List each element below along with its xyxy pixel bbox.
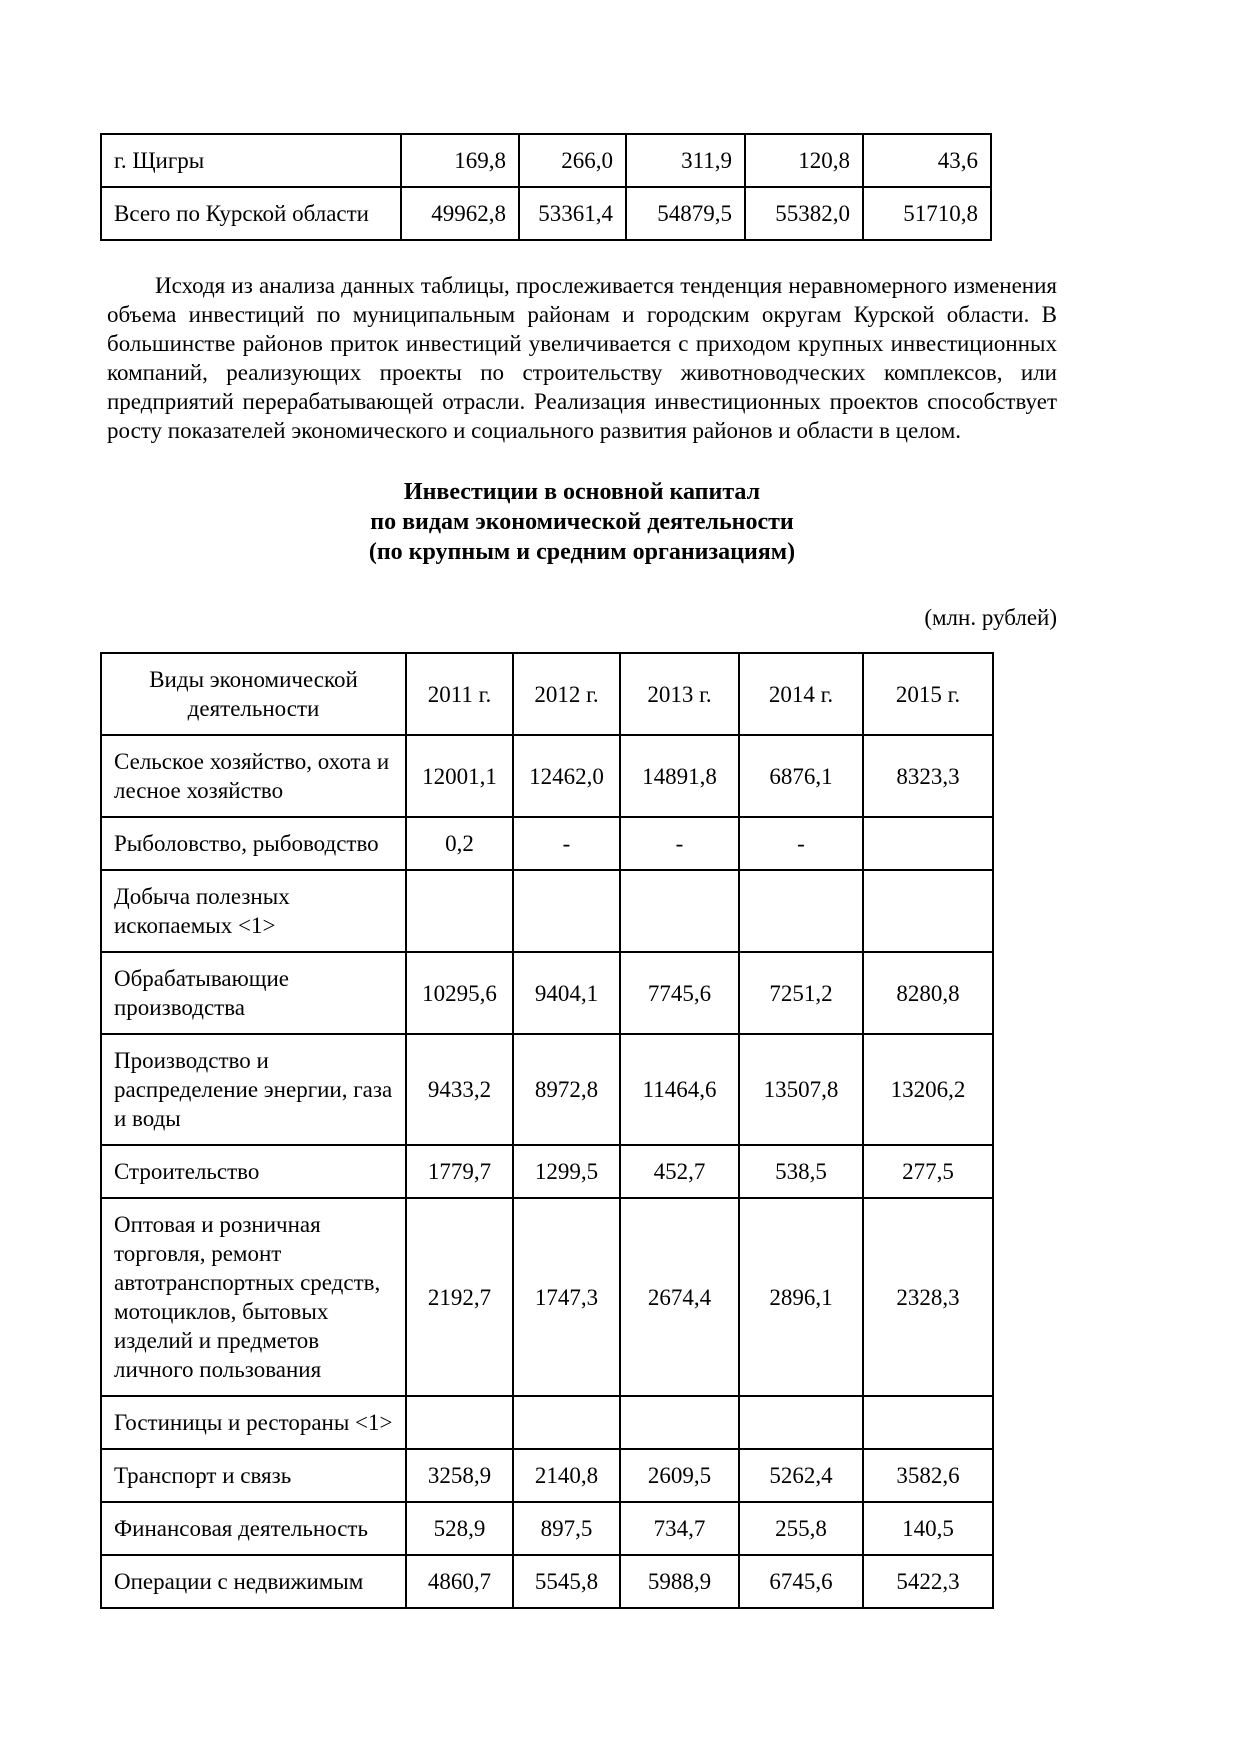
value-cell: 2328,3	[863, 1198, 993, 1396]
year-header-cell: 2015 г.	[863, 653, 993, 735]
value-cell: 10295,6	[406, 952, 513, 1034]
activities-header-cell: Виды экономической деятельности	[101, 653, 406, 735]
value-cell: 277,5	[863, 1145, 993, 1198]
value-cell: 8323,3	[863, 735, 993, 817]
value-cell: 49962,8	[401, 187, 519, 240]
activity-label-cell: Операции с недвижимым	[101, 1555, 406, 1608]
value-cell	[406, 870, 513, 952]
value-cell: 1747,3	[513, 1198, 620, 1396]
table-header-row	[101, 653, 993, 735]
value-cell: 54879,5	[626, 187, 745, 240]
table-row	[101, 735, 993, 817]
value-cell: 11464,6	[620, 1034, 739, 1145]
heading-line-1: Инвестиции в основной капитал	[403, 479, 761, 505]
value-cell	[739, 870, 863, 952]
table-row	[101, 817, 993, 870]
value-cell: 2674,4	[620, 1198, 739, 1396]
value-cell: 6745,6	[739, 1555, 863, 1608]
value-cell: 311,9	[626, 134, 745, 187]
value-cell: 120,8	[745, 134, 863, 187]
value-cell: -	[513, 817, 620, 870]
table-row	[101, 1198, 993, 1396]
value-cell	[739, 1396, 863, 1449]
value-cell: 266,0	[519, 134, 626, 187]
value-cell: 4860,7	[406, 1555, 513, 1608]
value-cell: 14891,8	[620, 735, 739, 817]
value-cell: 2609,5	[620, 1449, 739, 1502]
table-row	[101, 952, 993, 1034]
table-row	[101, 187, 991, 240]
activity-label-cell: Финансовая деятельность	[101, 1502, 406, 1555]
value-cell: 7251,2	[739, 952, 863, 1034]
section-heading	[107, 477, 1057, 567]
value-cell: 9433,2	[406, 1034, 513, 1145]
value-cell: 1299,5	[513, 1145, 620, 1198]
activity-label-cell: Производство и распределение энергии, газа и воды	[101, 1034, 406, 1145]
value-cell: 734,7	[620, 1502, 739, 1555]
value-cell: 8280,8	[863, 952, 993, 1034]
value-cell: 3258,9	[406, 1449, 513, 1502]
value-cell: 12462,0	[513, 735, 620, 817]
value-cell: 53361,4	[519, 187, 626, 240]
value-cell: 43,6	[863, 134, 991, 187]
value-cell: 51710,8	[863, 187, 991, 240]
value-cell: -	[620, 817, 739, 870]
value-cell: 5988,9	[620, 1555, 739, 1608]
value-cell: 528,9	[406, 1502, 513, 1555]
value-cell: -	[739, 817, 863, 870]
activity-label-cell: Гостиницы и рестораны <1>	[101, 1396, 406, 1449]
activity-label-cell: Оптовая и розничная торговля, ремонт автотранспортных средств, мотоциклов, бытовых изделий и предметов личного пользования	[101, 1198, 406, 1396]
row-label-cell: г. Щигры	[101, 134, 401, 187]
value-cell: 897,5	[513, 1502, 620, 1555]
value-cell: 140,5	[863, 1502, 993, 1555]
investments-by-activity-table	[100, 652, 994, 1609]
value-cell	[620, 870, 739, 952]
table-row	[101, 1145, 993, 1198]
activity-label-cell: Строительство	[101, 1145, 406, 1198]
table-row	[101, 1449, 993, 1502]
value-cell: 9404,1	[513, 952, 620, 1034]
value-cell	[513, 1396, 620, 1449]
table-row	[101, 134, 991, 187]
value-cell	[620, 1396, 739, 1449]
activity-label-cell: Сельское хозяйство, охота и лесное хозяйство	[101, 735, 406, 817]
value-cell	[863, 817, 993, 870]
value-cell: 13206,2	[863, 1034, 993, 1145]
units-note: (млн. рублей)	[924, 605, 1057, 630]
value-cell: 1779,7	[406, 1145, 513, 1198]
value-cell: 5545,8	[513, 1555, 620, 1608]
row-label-cell: Всего по Курской области	[101, 187, 401, 240]
table-row	[101, 1396, 993, 1449]
value-cell: 6876,1	[739, 735, 863, 817]
value-cell: 169,8	[401, 134, 519, 187]
year-header-cell: 2013 г.	[620, 653, 739, 735]
activity-label-cell: Рыболовство, рыбоводство	[101, 817, 406, 870]
activity-label-cell: Обрабатывающие производства	[101, 952, 406, 1034]
value-cell: 3582,6	[863, 1449, 993, 1502]
heading-line-2: по видам экономической деятельности	[370, 509, 794, 535]
value-cell	[406, 1396, 513, 1449]
table-row	[101, 1502, 993, 1555]
table-row	[101, 870, 993, 952]
heading-line-3: (по крупным и средним организациям)	[368, 539, 796, 565]
value-cell: 5422,3	[863, 1555, 993, 1608]
value-cell: 55382,0	[745, 187, 863, 240]
value-cell: 13507,8	[739, 1034, 863, 1145]
municipal-investments-table	[100, 133, 992, 241]
value-cell: 5262,4	[739, 1449, 863, 1502]
table-row	[101, 1555, 993, 1608]
value-cell: 2192,7	[406, 1198, 513, 1396]
analysis-paragraph: Исходя из анализа данных таблицы, прослеживается тенденция неравномерного изменения объема инвестиций по муниципальным районам и городским округам Курской области. В большинстве районов приток инвестиций увеличивается с приходом крупных инвестиционных компаний, реализующих проекты по строительству животноводческих комплексов, или предприятий перерабатывающей отрасли. Реализация инвестиционных проектов способствует росту показателей экономического и социального развития районов и области в целом.	[107, 273, 1057, 443]
value-cell	[863, 1396, 993, 1449]
value-cell: 452,7	[620, 1145, 739, 1198]
value-cell: 538,5	[739, 1145, 863, 1198]
year-header-cell: 2014 г.	[739, 653, 863, 735]
value-cell	[863, 870, 993, 952]
value-cell: 8972,8	[513, 1034, 620, 1145]
value-cell	[513, 870, 620, 952]
value-cell: 255,8	[739, 1502, 863, 1555]
activity-label-cell: Добыча полезных ископаемых <1>	[101, 870, 406, 952]
year-header-cell: 2012 г.	[513, 653, 620, 735]
value-cell: 12001,1	[406, 735, 513, 817]
value-cell: 0,2	[406, 817, 513, 870]
year-header-cell: 2011 г.	[406, 653, 513, 735]
value-cell: 7745,6	[620, 952, 739, 1034]
table-row	[101, 1034, 993, 1145]
value-cell: 2140,8	[513, 1449, 620, 1502]
activity-label-cell: Транспорт и связь	[101, 1449, 406, 1502]
value-cell: 2896,1	[739, 1198, 863, 1396]
